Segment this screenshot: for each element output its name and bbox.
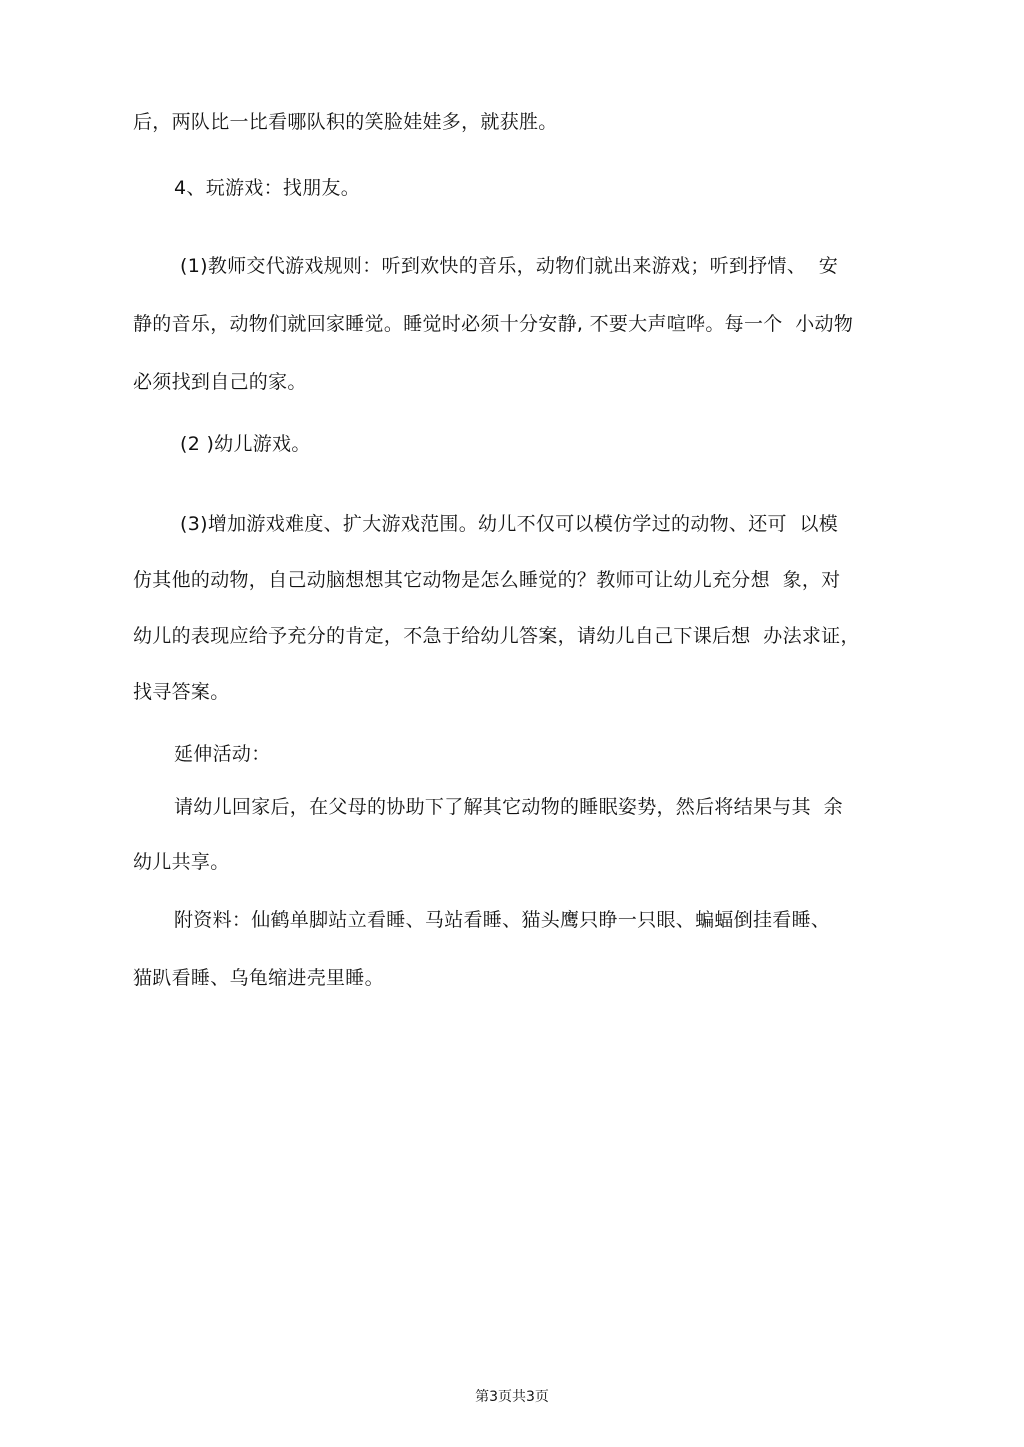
- paragraph-line: 必须找到自己的家。: [133, 371, 307, 393]
- paragraph-line: 找寻答案。: [133, 681, 230, 703]
- paragraph-line: 请幼儿回家后，在父母的协助下了解其它动物的睡眠姿势，然后将结果与其 余: [174, 796, 843, 818]
- section-heading: 延伸活动：: [174, 743, 271, 765]
- paragraph-line: (2 )幼儿游戏。: [180, 433, 311, 455]
- paragraph-line: 附资料：仙鹤单脚站立看睡、马站看睡、猫头鹰只睁一只眼、蝙蝠倒挂看睡、: [174, 909, 831, 931]
- section-heading: 4、玩游戏：找朋友。: [174, 177, 361, 199]
- paragraph-line: 幼儿共享。: [133, 851, 230, 873]
- paragraph-line: 猫趴看睡、乌龟缩进壳里睡。: [133, 967, 384, 989]
- paragraph-line: 后，两队比一比看哪队积的笑脸娃娃多，就获胜。: [133, 111, 558, 133]
- paragraph-line: (1)教师交代游戏规则：听到欢快的音乐，动物们就出来游戏；听到抒情、 安: [180, 255, 839, 277]
- page-number-footer: 第3页共3页: [475, 1389, 549, 1405]
- paragraph-line: 仿其他的动物，自己动脑想想其它动物是怎么睡觉的？教师可让幼儿充分想 象，对: [133, 569, 841, 591]
- paragraph-line: 幼儿的表现应给予充分的肯定，不急于给幼儿答案，请幼儿自己下课后想 办法求证，: [133, 625, 860, 647]
- paragraph-line: 静的音乐，动物们就回家睡觉。睡觉时必须十分安静, 不要大声喧哗。每一个 小动物: [133, 313, 854, 335]
- paragraph-line: (3)增加游戏难度、扩大游戏范围。幼儿不仅可以模仿学过的动物、还可 以模: [180, 513, 839, 535]
